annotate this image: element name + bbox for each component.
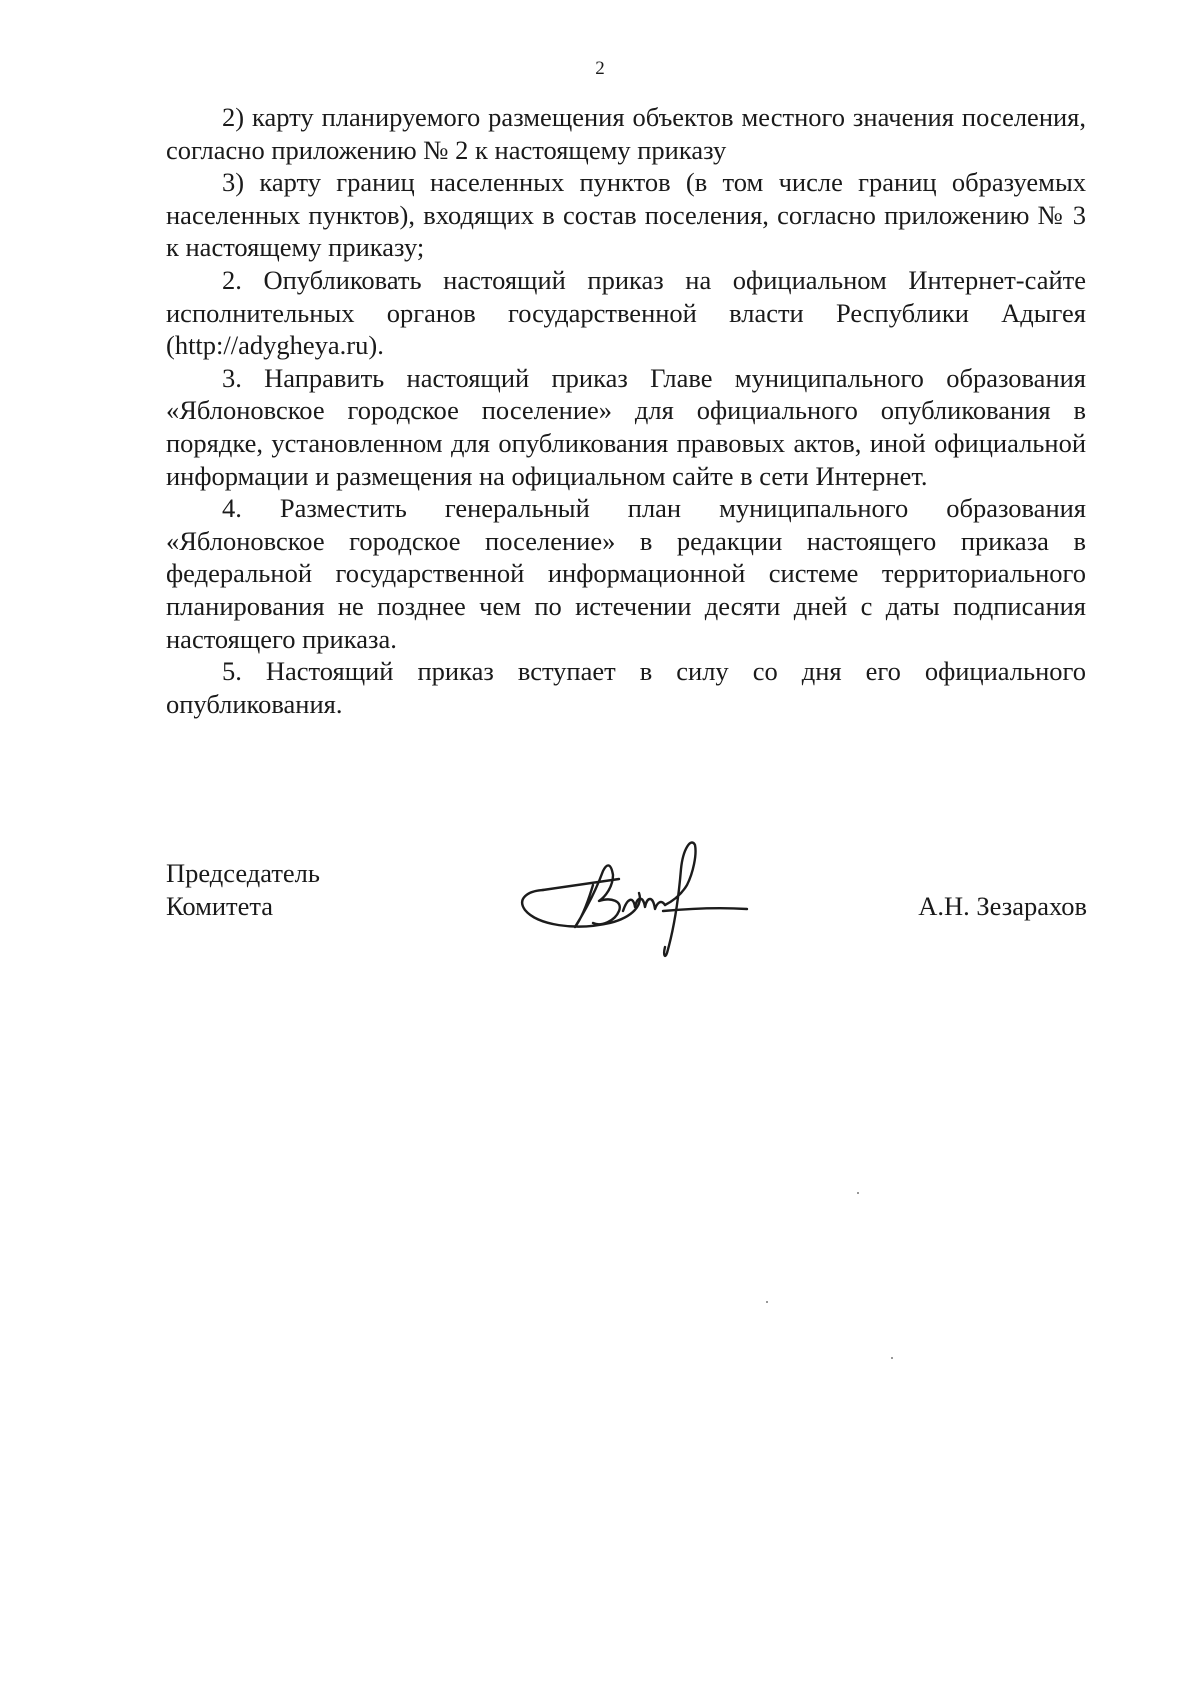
- signatory-title-line-1: Председатель: [166, 858, 320, 888]
- signatory-name: А.Н. Зезарахов: [918, 891, 1087, 921]
- paragraph-effective-date: 5. Настоящий приказ вступает в силу со дня его официального опубликования.: [166, 656, 1086, 719]
- document-body: [166, 101, 1086, 720]
- scan-speck: [891, 1357, 893, 1359]
- page-number: 2: [595, 58, 605, 79]
- handwritten-signature: [515, 835, 755, 965]
- paragraph-send-to-head: 3. Направить настоящий приказ Главе муниципального образования «Яблоновское городское поселение» для официального опубликования в порядке, установленном для опубликования правовых актов, иной официальной информации и размещения на официальном сайте в сети Интернет.: [166, 362, 1086, 491]
- paragraph-place-general-plan: 4. Разместить генеральный план муниципального образования «Яблоновское городское поселение» в редакции настоящего приказа в федеральной государственной информационной системе территориального планирования не позднее чем по истечении десяти дней с даты подписания настоящего приказа.: [166, 493, 1086, 654]
- scan-speck: [857, 1192, 859, 1194]
- paragraph-item-2: 2) карту планируемого размещения объектов местного значения поселения, согласно приложению № 2 к настоящему приказу: [166, 102, 1086, 165]
- signatory-title-line-2: Комитета: [166, 890, 274, 921]
- signatory-title: [166, 857, 320, 922]
- scan-speck: [766, 1301, 768, 1303]
- paragraph-publish-website: 2. Опубликовать настоящий приказ на официальном Интернет-сайте исполнительных органов государственной власти Республики Адыгея (http://adygheya.ru).: [166, 264, 1086, 361]
- paragraph-item-3: 3) карту границ населенных пунктов (в том числе границ образуемых населенных пунктов), входящих в состав поселения, согласно приложению № 3 к настоящему приказу;: [166, 167, 1086, 263]
